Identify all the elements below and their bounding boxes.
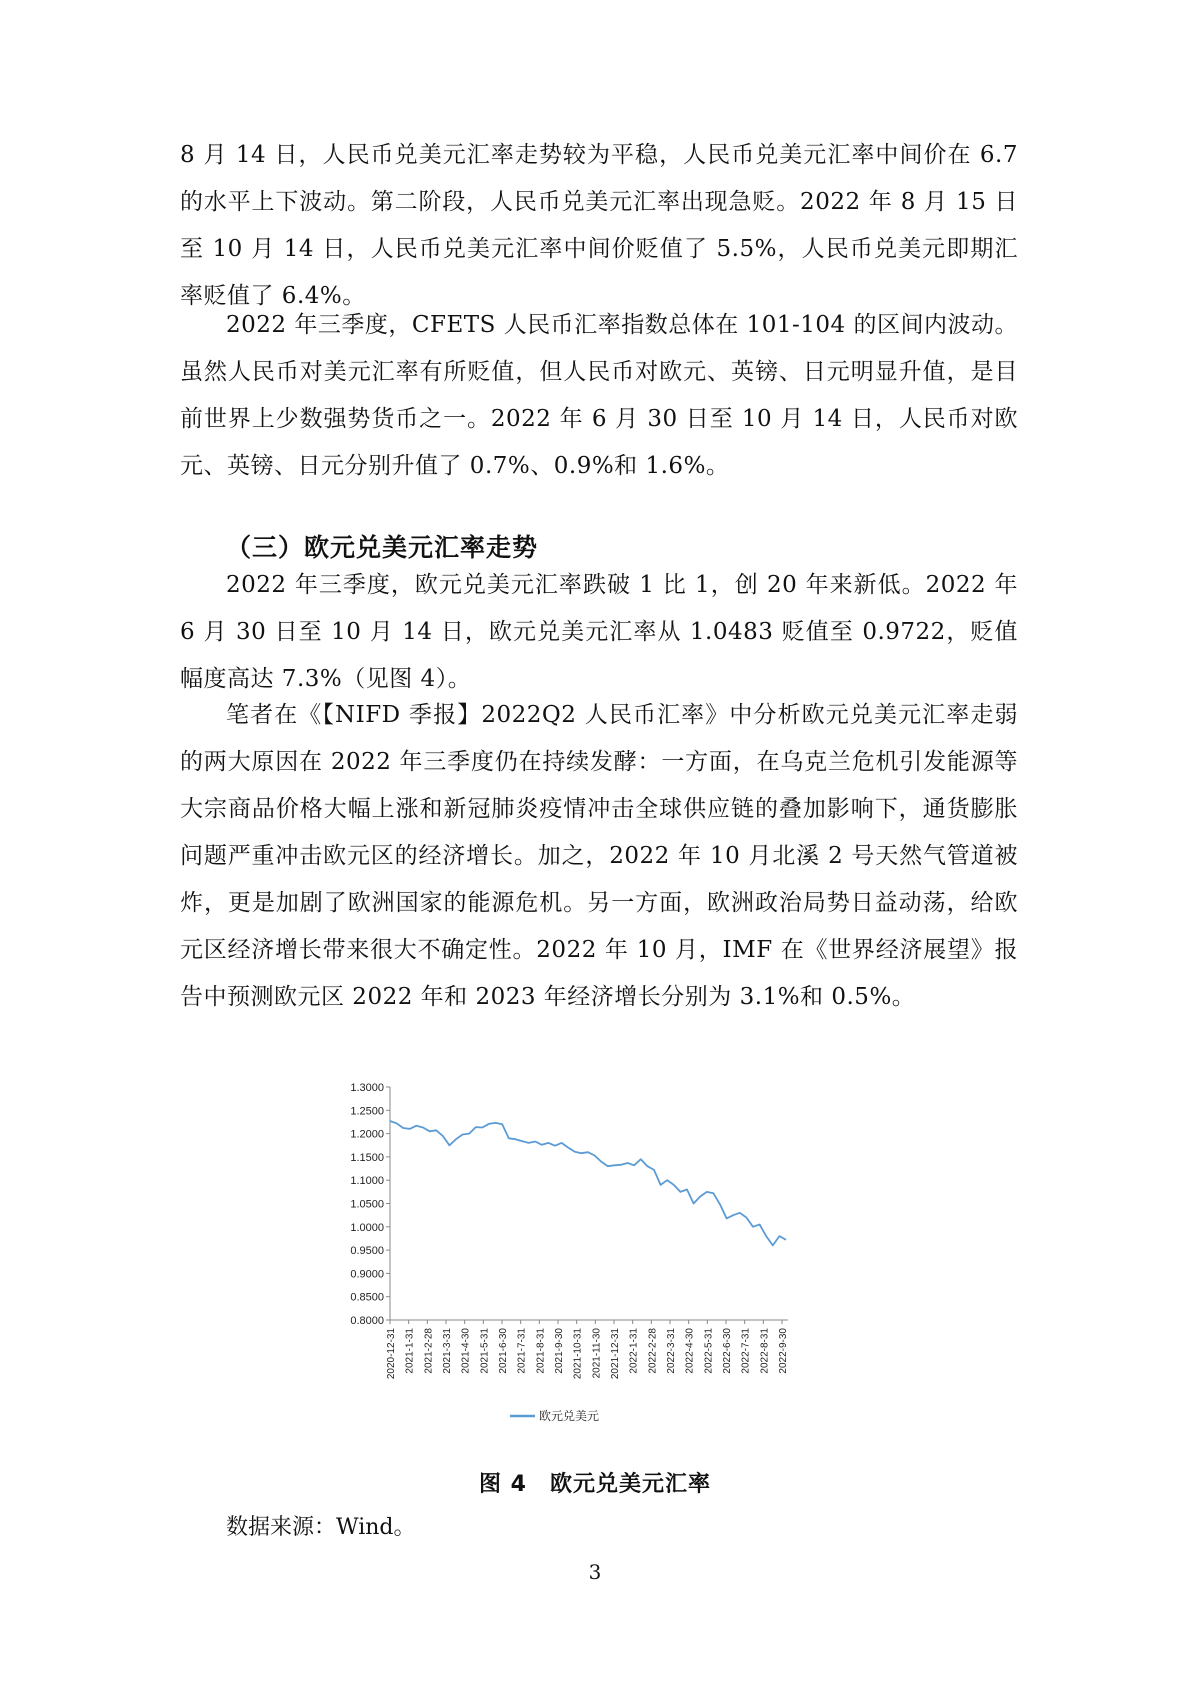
- page-number: 3: [588, 1560, 602, 1584]
- x-tick-label: 2022-1-31: [628, 1328, 640, 1374]
- figure-caption: 图 4 欧元兑美元汇率: [479, 1472, 711, 1497]
- y-tick-label: 1.3000: [350, 1082, 384, 1094]
- x-tick-label: 2022-8-31: [759, 1328, 771, 1374]
- x-tick-label: 2022-2-28: [647, 1328, 659, 1374]
- x-tick-label: 2022-7-31: [740, 1328, 752, 1374]
- legend-label: 欧元兑美元: [539, 1409, 600, 1423]
- series-line-eurusd: [390, 1121, 786, 1245]
- x-tick-label: 2021-2-28: [423, 1328, 435, 1374]
- x-tick-label: 2021-6-30: [498, 1328, 509, 1374]
- y-tick-label: 1.2500: [350, 1105, 384, 1118]
- y-tick-label: 0.8000: [350, 1315, 384, 1327]
- x-tick-label: 2021-9-30: [554, 1328, 565, 1374]
- section-heading: （三）欧元兑美元汇率走势: [226, 533, 539, 562]
- y-tick-label: 0.8500: [350, 1291, 384, 1304]
- x-tick-label: 2021-7-31: [516, 1328, 528, 1374]
- paragraph-3: 2022 年三季度，欧元兑美元汇率跌破 1 比 1，创 20 年来新低。2022 年 6 月 30 日至 10 月 14 日，欧元兑美元汇率从 1.0483 贬值至 0.9722，贬值幅度高达 7.3%（见图 4）。: [180, 572, 1018, 692]
- y-tick-label: 1.0000: [350, 1221, 384, 1234]
- x-tick-label: 2022-3-31: [666, 1328, 677, 1374]
- x-tick-label: 2021-8-31: [535, 1328, 547, 1374]
- x-tick-label: 2022-5-31: [703, 1328, 715, 1374]
- x-tick-label: 2021-5-31: [479, 1328, 491, 1374]
- x-tick-label: 2021-10-31: [572, 1328, 584, 1380]
- paragraph-4: 笔者在《【NIFD 季报】2022Q2 人民币汇率》中分析欧元兑美元汇率走弱的两大原因在 2022 年三季度仍在持续发酵：一方面，在乌克兰危机引发能源等大宗商品价格大幅上涨和新冠肺炎疫情冲击全球供应链的叠加影响下，通货膨胀问题严重冲击欧元区的经济增长。加之，2022 年 10 月北溪 2 号天然气管道被炸，更是加剧了欧洲国家的能源危机。另一方面，欧洲政治局势日益动荡，给欧元区经济增长带来很大不确定性。2022 年 10 月，IMF 在《世界经济展望》报告中预测欧元区 2022 年和 2023 年经济增长分别为 3.1%和 0.5%。: [180, 702, 1018, 1010]
- x-tick-label: 2022-4-30: [684, 1328, 696, 1374]
- x-tick-label: 2022-6-30: [722, 1328, 733, 1374]
- x-tick-label: 2022-9-30: [778, 1328, 789, 1374]
- paragraph-2: 2022 年三季度，CFETS 人民币汇率指数总体在 101-104 的区间内波动。虽然人民币对美元汇率有所贬值，但人民币对欧元、英镑、日元明显升值，是目前世界上少数强势货币之一。2022 年 6 月 30 日至 10 月 14 日，人民币对欧元、英镑、日元分别升值了 0.7%、0.9%和 1.6%。: [180, 312, 1018, 479]
- x-tick-label: 2021-12-31: [610, 1328, 621, 1380]
- x-tick-label: 2020-12-31: [386, 1328, 397, 1380]
- y-tick-label: 1.0500: [350, 1198, 384, 1211]
- eurusd-line-chart: [320, 1065, 860, 1435]
- y-tick-label: 0.9500: [350, 1245, 384, 1258]
- y-tick-label: 1.2000: [350, 1128, 384, 1141]
- x-tick-label: 2021-11-30: [591, 1328, 603, 1379]
- x-tick-label: 2021-3-31: [442, 1328, 453, 1374]
- x-tick-label: 2021-1-31: [404, 1328, 416, 1374]
- x-tick-label: 2021-4-30: [460, 1328, 472, 1374]
- data-source-note: 数据来源：Wind。: [226, 1515, 416, 1540]
- y-tick-label: 1.1500: [350, 1151, 384, 1164]
- y-tick-label: 0.9000: [350, 1268, 384, 1281]
- paragraph-1: 8 月 14 日，人民币兑美元汇率走势较为平稳，人民币兑美元汇率中间价在 6.7 的水平上下波动。第二阶段，人民币兑美元汇率出现急贬。2022 年 8 月 15 日至 10 月 14 日，人民币兑美元汇率中间价贬值了 5.5%，人民币兑美元即期汇率贬值了 6.4%。: [180, 142, 1018, 309]
- y-tick-label: 1.1000: [350, 1175, 384, 1188]
